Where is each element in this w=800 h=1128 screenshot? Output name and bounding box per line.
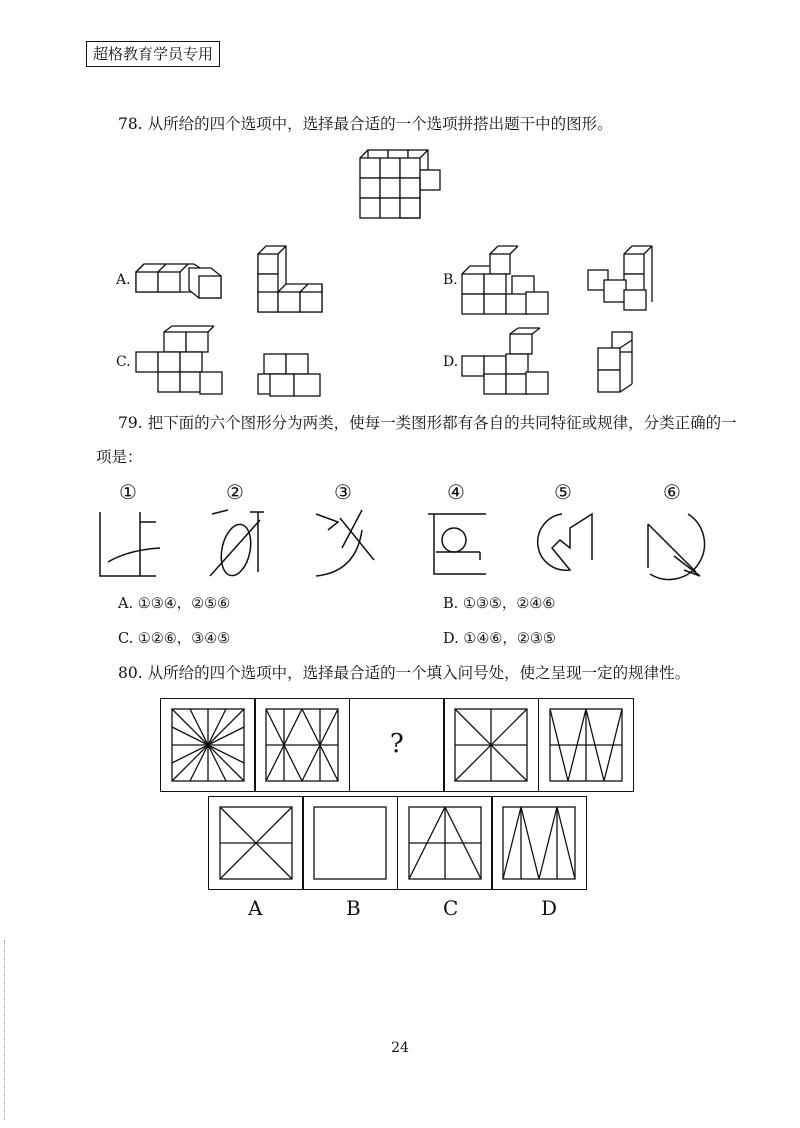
q79-figure-number-4: ④ bbox=[447, 480, 465, 504]
q79-figure-1 bbox=[98, 510, 168, 580]
q78-option-b-piece-2 bbox=[586, 244, 658, 312]
q78-option-c-piece-2 bbox=[256, 350, 326, 398]
q78-option-a-label: A. bbox=[116, 272, 131, 288]
q78-option-a-piece-1 bbox=[134, 252, 229, 302]
q78-option-c-piece-1 bbox=[134, 324, 224, 396]
q78-stem-figure bbox=[352, 148, 452, 233]
scan-margin-dots bbox=[4, 940, 5, 1120]
q78-option-c-label: C. bbox=[116, 354, 131, 370]
q78-option-b-piece-1 bbox=[460, 244, 552, 316]
q80-sequence-cell-5 bbox=[538, 698, 634, 792]
q80-sequence-cell-2 bbox=[254, 698, 350, 792]
q78-option-b-label: B. bbox=[443, 272, 458, 288]
q79-figure-number-6: ⑥ bbox=[663, 480, 681, 504]
question-79-text-line-1: 79. 把下面的六个图形分为两类，使每一类图形都有各自的共同特征或规律，分类正确的一 bbox=[118, 414, 737, 432]
q80-question-mark: ? bbox=[389, 729, 404, 759]
q80-sequence-cell-4 bbox=[443, 698, 539, 792]
q79-option-b: B. ①③⑤，②④⑥ bbox=[443, 596, 556, 612]
q80-answer-label-c: C bbox=[443, 896, 459, 920]
q78-option-d-piece-2 bbox=[596, 326, 642, 396]
q80-answer-cell-c[interactable] bbox=[397, 796, 493, 890]
q78-option-a-piece-2 bbox=[256, 244, 331, 314]
q80-answer-cell-d[interactable] bbox=[491, 796, 587, 890]
page-number: 24 bbox=[391, 1040, 409, 1056]
q79-figure-number-2: ② bbox=[226, 480, 244, 504]
q79-option-c: C. ①②⑥，③④⑤ bbox=[118, 631, 231, 647]
q80-answer-cell-b[interactable] bbox=[302, 796, 398, 890]
q79-figure-4 bbox=[424, 508, 494, 580]
q80-answer-label-d: D bbox=[541, 896, 558, 920]
q80-answer-row bbox=[208, 796, 587, 890]
q79-figure-number-5: ⑤ bbox=[554, 480, 572, 504]
q80-answer-label-a: A bbox=[248, 896, 263, 920]
q78-option-d-piece-1 bbox=[460, 326, 552, 398]
q80-sequence-cell-1 bbox=[160, 698, 256, 792]
q79-figure-5 bbox=[532, 508, 606, 580]
q80-sequence-cell-unknown bbox=[349, 698, 445, 792]
q79-option-d: D. ①④⑥，②③⑤ bbox=[443, 631, 556, 647]
q78-option-d-label: D. bbox=[443, 354, 459, 370]
q79-figure-number-1: ① bbox=[119, 480, 137, 504]
question-79-text-line-2: 项是： bbox=[96, 448, 143, 466]
q80-answer-cell-a[interactable] bbox=[208, 796, 304, 890]
exclusive-use-header: 超格教育学员专用 bbox=[86, 41, 220, 67]
q79-figure-2 bbox=[202, 508, 272, 580]
question-78-text: 78. 从所给的四个选项中，选择最合适的一个选项拼搭出题干中的图形。 bbox=[118, 115, 613, 133]
q79-figure-3 bbox=[312, 508, 384, 580]
q79-figure-number-3: ③ bbox=[334, 480, 352, 504]
question-80-text: 80. 从所给的四个选项中，选择最合适的一个填入问号处，使之呈现一定的规律性。 bbox=[118, 664, 691, 682]
q79-figure-6 bbox=[640, 508, 714, 580]
q80-answer-label-b: B bbox=[346, 896, 361, 920]
q80-sequence-row bbox=[160, 698, 634, 792]
q79-option-a: A. ①③④，②⑤⑥ bbox=[118, 596, 231, 612]
